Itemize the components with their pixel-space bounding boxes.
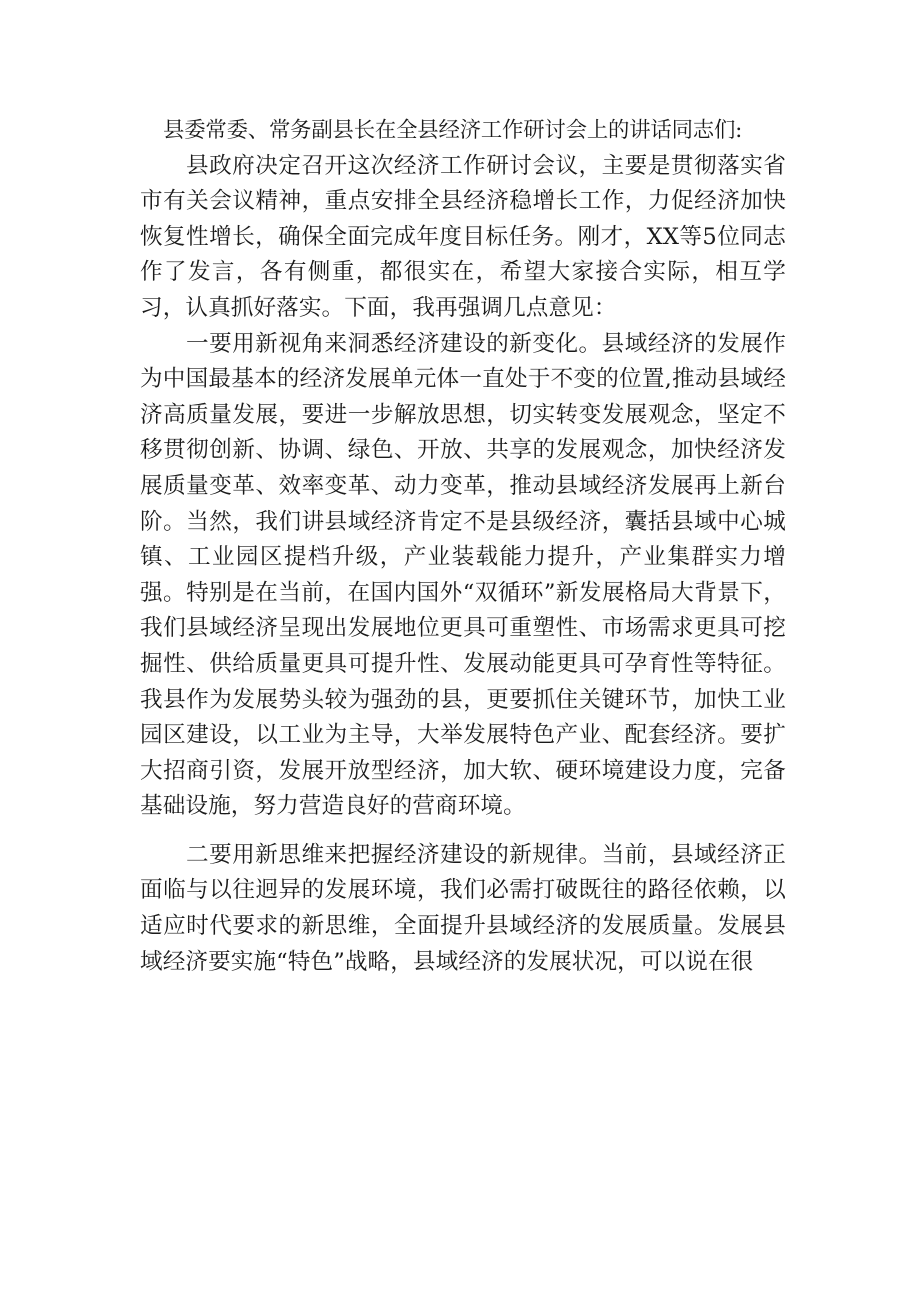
point-two-paragraph: 二要用新思维来把握经济建设的新规律。当前，县域经济正面临与以往迥异的发展环境，我们必需打破既往的路径依赖，以适应时代要求的新思维，全面提升县域经济的发展质量。发展县域经济要实施“特色”战略，县域经济的发展状况，可以说在很: [140, 841, 786, 975]
speech-title: 县委常委、常务副县长在全县经济工作研讨会上的讲话同志们:: [163, 118, 743, 143]
point-one-paragraph: 一要用新视角来洞悉经济建设的新变化。县域经济的发展作为中国最基本的经济发展单元体一直处于不变的位置,推动县域经济高质量发展，要进一步解放思想，切实转变发展观念，坚定不移贯彻创新、协调、绿色、开放、共享的发展观念，加快经济发展质量变革、效率变革、动力变革，推动县域经济发展再上新台阶。当然，我们讲县域经济肯定不是县级经济，囊括县域中心城镇、工业园区提档升级，产业装载能力提升，产业集群实力增强。特别是在当前，在国内国外“双循环”新发展格局大背景下，我们县域经济呈现出发展地位更具可重塑性、市场需求更具可挖掘性、供给质量更具可提升性、发展动能更具可孕育性等特征。我县作为发展势头较为强劲的县，更要抓住关键环节，加快工业园区建设，以工业为主导，大举发展特色产业、配套经济。要扩大招商引资，发展开放型经济，加大软、硬环境建设力度，完备基础设施，努力营造良好的营商环境。: [140, 330, 786, 820]
opening-paragraph: 县政府决定召开这次经济工作研讨会议，主要是贯彻落实省市有关会议精神，重点安排全县经济稳增长工作，力促经济加快恢复性增长，确保全面完成年度目标任务。刚才，XX等5位同志作了发言，各有侧重，都很实在，希望大家接合实际，相互学习，认真抓好落实。下面，我再强调几点意见：: [140, 152, 786, 321]
document-body: [140, 113, 786, 980]
